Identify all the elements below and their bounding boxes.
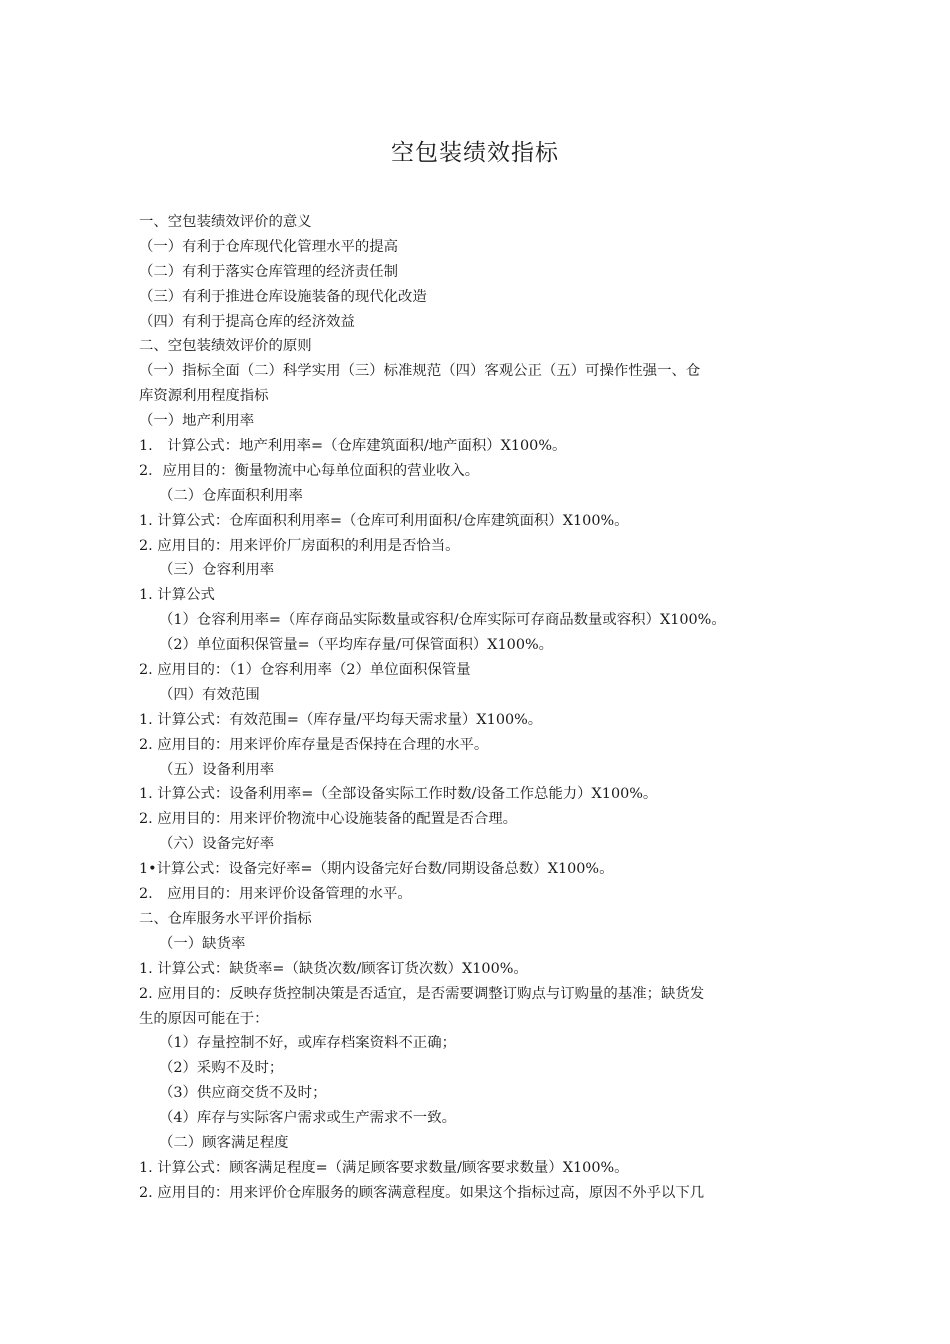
body-line: （4）库存与实际客户需求或生产需求不一致。 xyxy=(159,1110,456,1127)
body-line: 1. 计算公式 xyxy=(139,587,215,604)
body-line: （三）仓容利用率 xyxy=(159,562,275,579)
body-line: （2）采购不及时； xyxy=(159,1060,284,1077)
body-line: 生的原因可能在于： xyxy=(139,1010,269,1027)
document-title: 空包装绩效指标 xyxy=(391,140,559,166)
body-line: 二、仓库服务水平评价指标 xyxy=(139,910,312,927)
body-line: （1）仓容利用率=（库存商品实际数量或容积/仓库实际可存商品数量或容积）X100%。 xyxy=(159,612,726,629)
body-line: 2. 应用目的：用来评价库存量是否保持在合理的水平。 xyxy=(139,736,489,753)
body-line: （四）有利于提高仓库的经济效益 xyxy=(139,313,355,330)
body-line: 2. 应用目的：反映存货控制决策是否适宜，是否需要调整订购点与订购量的基准；缺货发 xyxy=(139,985,705,1002)
body-line: （一）有利于仓库现代化管理水平的提高 xyxy=(139,238,399,255)
body-line: 1. 计算公式：仓库面积利用率=（仓库可利用面积/仓库建筑面积）X100%。 xyxy=(139,512,629,529)
body-line: （四）有效范围 xyxy=(159,686,260,703)
document-body xyxy=(139,210,819,1206)
body-line: 二、空包装绩效评价的原则 xyxy=(139,338,312,355)
body-line: （一）地产利用率 xyxy=(139,413,255,430)
body-line: 2. 应用目的：用来评价厂房面积的利用是否恰当。 xyxy=(139,537,460,554)
body-line: 1. 计算公式：顾客满足程度=（满足顾客要求数量/顾客要求数量）X100%。 xyxy=(139,1159,629,1176)
body-line: 1. 计算公式：设备利用率=（全部设备实际工作时数/设备工作总能力）X100%。 xyxy=(139,786,658,803)
body-line: 1•计算公式：设备完好率=（期内设备完好台数/同期设备总数）X100%。 xyxy=(139,861,614,878)
body-line: （1）存量控制不好，或库存档案资料不正确； xyxy=(159,1035,456,1052)
body-line: （一）指标全面（二）科学实用（三）标准规范（四）客观公正（五）可操作性强一、仓 xyxy=(139,363,701,380)
body-line: 2. 应用目的：（1）仓容利用率（2）单位面积保管量 xyxy=(139,662,471,679)
body-line: 2. 应用目的：用来评价仓库服务的顾客满意程度。如果这个指标过高，原因不外乎以下几 xyxy=(139,1184,705,1201)
body-line: （3）供应商交货不及时； xyxy=(159,1085,327,1102)
body-line: （二）有利于落实仓库管理的经济责任制 xyxy=(139,263,399,280)
body-line: （二）仓库面积利用率 xyxy=(159,487,303,504)
body-line: （一）缺货率 xyxy=(159,935,246,952)
body-line: 1. 计算公式：缺货率=（缺货次数/顾客订货次数）X100%。 xyxy=(139,960,528,977)
body-line: （二）顾客满足程度 xyxy=(159,1134,289,1151)
body-line: 一、空包装绩效评价的意义 xyxy=(139,214,312,230)
body-line: 1. 计算公式：有效范围=（库存量/平均每天需求量）X100%。 xyxy=(139,711,543,728)
body-line: （六）设备完好率 xyxy=(159,836,275,853)
body-line: （三）有利于推进仓库设施装备的现代化改造 xyxy=(139,288,427,305)
body-line: （五）设备利用率 xyxy=(159,761,275,778)
body-line: 2. 应用目的：用来评价物流中心设施装备的配置是否合理。 xyxy=(139,811,518,828)
body-line: 库资源利用程度指标 xyxy=(139,388,269,405)
body-line: 2. 应用目的：用来评价设备管理的水平。 xyxy=(139,886,412,903)
body-line: 1. 计算公式：地产利用率=（仓库建筑面积/地产面积）X100%。 xyxy=(139,438,567,455)
body-line: 2．应用目的：衡量物流中心每单位面积的营业收入。 xyxy=(139,462,480,479)
body-line: （2）单位面积保管量=（平均库存量/可保管面积）X100%。 xyxy=(159,637,554,654)
